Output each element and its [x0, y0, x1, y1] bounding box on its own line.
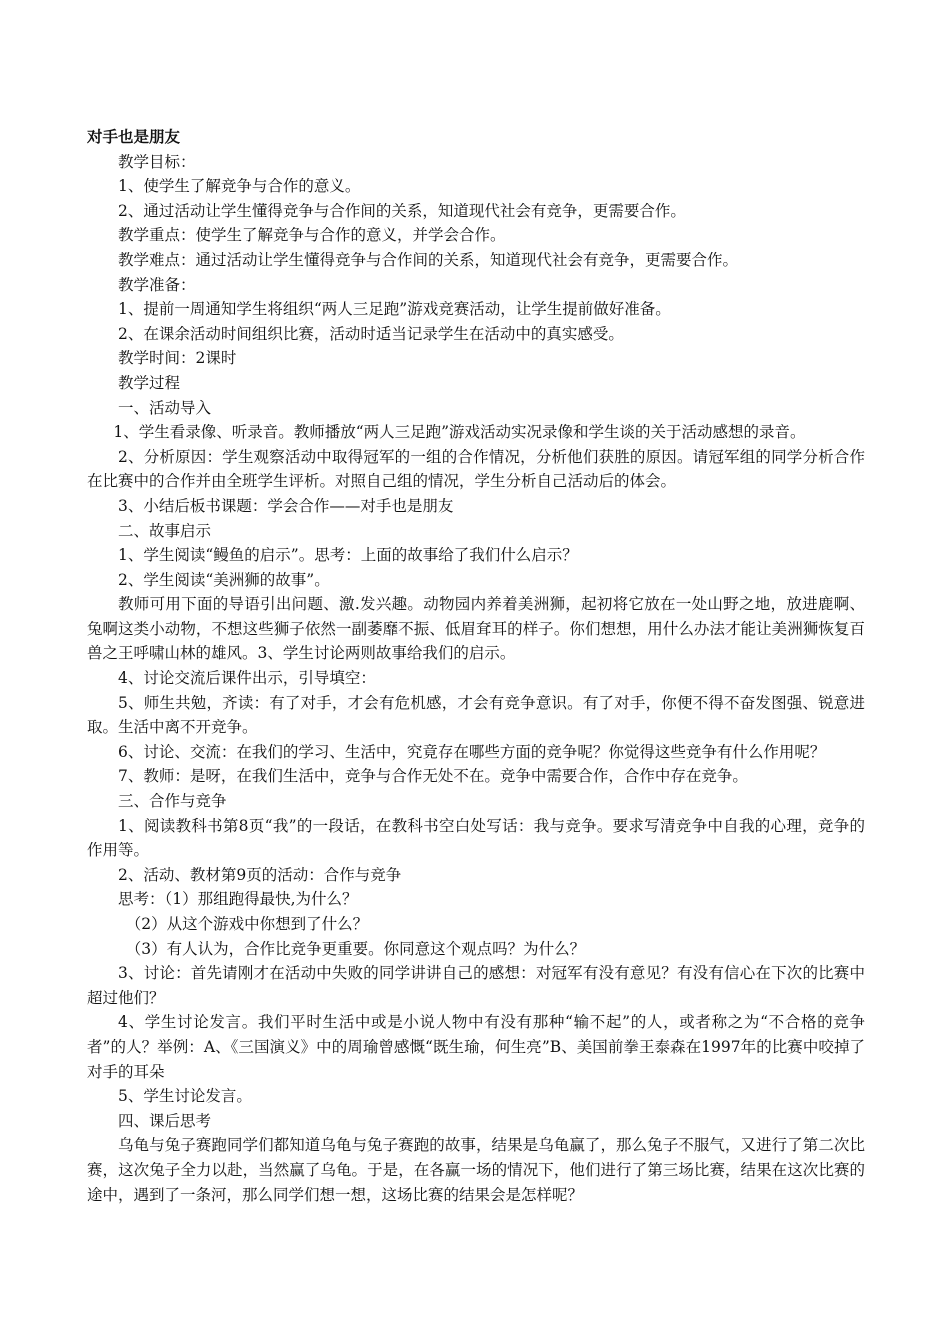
paragraph: （2）从这个游戏中你想到了什么？: [125, 915, 369, 933]
paragraph: 三、合作与竞争: [118, 792, 227, 811]
paragraph: 4、讨论交流后课件出示，引导填空：: [118, 669, 376, 688]
document-title: 对手也是朋友: [87, 128, 181, 146]
paragraph: 5、师生共勉，齐读：有了对手，才会有危机感，才会有竞争意识。有了对手，你便不得不奋发图强、锐意进取。生活中离不开竞争。: [87, 693, 865, 737]
paragraph: 2、学生阅读“美洲狮的故事”。: [118, 570, 330, 589]
paragraph: 教学时间：2课时: [118, 349, 237, 368]
paragraph: 2、通过活动让学生懂得竞争与合作间的关系，知道现代社会有竞争，更需要合作。: [118, 201, 686, 220]
paragraph: 思考：（1）那组跑得最快,为什么？: [118, 890, 358, 909]
paragraph: 5、学生讨论发言。: [118, 1087, 252, 1106]
paragraph: 教学难点：通过活动让学生懂得竞争与合作间的关系，知道现代社会有竞争，更需要合作。: [118, 250, 739, 269]
paragraph: 2、在课余活动时间组织比赛，活动时适当记录学生在活动中的真实感受。: [118, 324, 624, 343]
paragraph: 1、阅读教科书第8页“我”的一段话，在教科书空白处写话：我与竞争。要求写清竞争中自我的心理，竞争的作用等。: [87, 816, 865, 860]
paragraph: 1、使学生了解竞争与合作的意义。: [118, 177, 361, 196]
paragraph: 二、故事启示: [118, 521, 212, 540]
paragraph: 教学目标：: [118, 152, 196, 171]
paragraph: 教学准备：: [118, 275, 196, 294]
paragraph: 教学过程: [118, 373, 181, 392]
paragraph: （3）有人认为，合作比竞争更重要。你同意这个观点吗？为什么？: [125, 939, 586, 958]
paragraph: 1、学生看录像、听录音。教师播放“两人三足跑”游戏活动实况录像和学生谈的关于活动感想的录音。: [113, 423, 806, 442]
paragraph: 2、分析原因：学生观察活动中取得冠军的一组的合作情况，分析他们获胜的原因。请冠军组的同学分析合作在比赛中的合作并由全班学生评析。对照自己组的情况，学生分析自己活动后的体会。: [87, 447, 865, 491]
paragraph: 3、小结后板书课题：学会合作——对手也是朋友: [118, 496, 454, 515]
paragraph: 一、活动导入: [118, 398, 212, 417]
paragraph: 乌龟与兔子赛跑同学们都知道乌龟与兔子赛跑的故事，结果是乌龟赢了，那么兔子不服气，又进行了第二次比赛，这次兔子全力以赴，当然赢了乌龟。于是，在各赢一场的情况下，他们进行了第三场比赛，结果在这次比赛的途中，遇到了一条河，那么同学们想一想，这场比赛的结果会是怎样呢？: [87, 1136, 865, 1204]
paragraph: 6、讨论、交流：在我们的学习、生活中，究竟存在哪些方面的竞争呢？你觉得这些竞争有什么作用呢？: [118, 742, 826, 761]
paragraph: 四、课后思考: [118, 1111, 212, 1130]
paragraph: 4、学生讨论发言。我们平时生活中或是小说人物中有没有那种“输不起”的人，或者称之为“不合格的竞争者”的人？举例：A、《三国演义》中的周瑜曾感慨“既生瑜，何生亮”B、美国前拳王泰森在1997年的比赛中咬掉了对手的耳朵: [87, 1013, 865, 1081]
paragraph: 教学重点：使学生了解竞争与合作的意义，并学会合作。: [118, 226, 506, 245]
paragraph: 1、学生阅读“鳗鱼的启示”。思考：上面的故事给了我们什么启示？: [118, 546, 578, 565]
paragraph: 2、活动、教材第9页的活动：合作与竞争: [118, 865, 402, 884]
document-page: [87, 125, 865, 1207]
paragraph: 教师可用下面的导语引出问题、激.发兴趣。动物园内养着美洲狮，起初将它放在一处山野之地，放进鹿啊、兔啊这类小动物，不想这些狮子依然一副萎靡不振、低眉耷耳的样子。你们想想，用什么办法才能让美洲狮恢复百兽之王呼啸山林的雄风。3、学生讨论两则故事给我们的启示。: [87, 595, 865, 663]
paragraph: 1、提前一周通知学生将组织“两人三足跑”游戏竞赛活动，让学生提前做好准备。: [118, 300, 671, 319]
paragraph: 7、教师：是呀，在我们生活中，竞争与合作无处不在。竞争中需要合作，合作中存在竞争。: [118, 767, 748, 786]
paragraph: 3、讨论：首先请刚才在活动中失败的同学讲讲自己的感想：对冠军有没有意见？有没有信心在下次的比赛中超过他们？: [87, 964, 865, 1007]
